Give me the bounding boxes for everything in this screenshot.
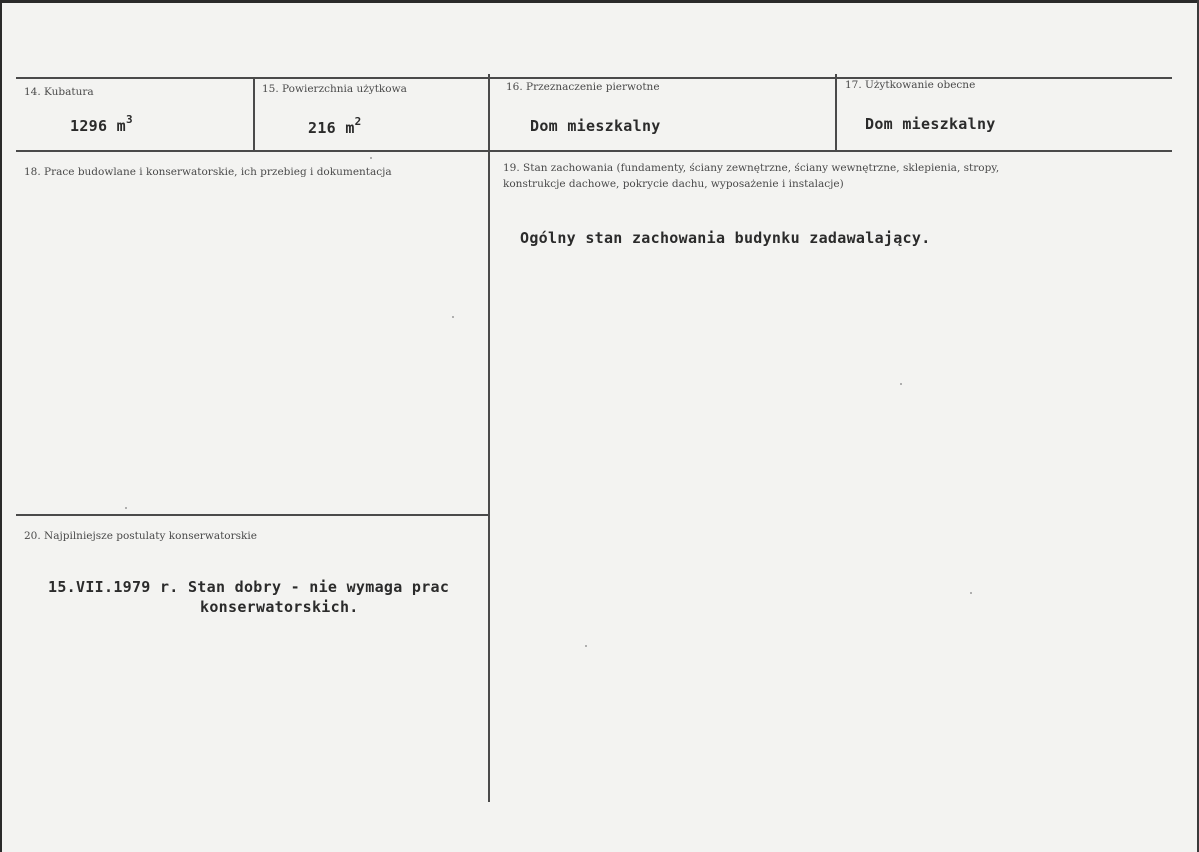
card-top-edge [0, 0, 1199, 3]
field-16-value: Dom mieszkalny [530, 117, 661, 135]
divider-15-16 [488, 74, 490, 802]
divider-16-17 [835, 74, 837, 151]
field-19-label-line2: konstrukcje dachowe, pokrycie dachu, wyposażenie i instalacje) [503, 178, 844, 190]
field-19-label-line1: 19. Stan zachowania (fundamenty, ściany zewnętrzne, ściany wewnętrzne, sklepienia, stropy, [503, 162, 1000, 174]
field-15-label: 15. Powierzchnia użytkowa [262, 83, 407, 95]
field-14-value [70, 115, 133, 135]
paper-speck [970, 592, 972, 594]
row1-bottom-rule [16, 150, 1172, 152]
field-14-unit-exponent: 3 [126, 113, 133, 126]
field-14-value-text: 1296 m [70, 117, 126, 135]
top-rule [16, 77, 1172, 79]
field-20-value-line2: konserwatorskich. [200, 598, 359, 616]
field-15-value [308, 117, 362, 137]
field-17-value: Dom mieszkalny [865, 115, 996, 133]
field-14-label: 14. Kubatura [24, 86, 94, 98]
field-18-label: 18. Prace budowlane i konserwatorskie, ich przebieg i dokumentacja [24, 166, 392, 178]
field-16-label: 16. Przeznaczenie pierwotne [506, 81, 660, 93]
field-17-label: 17. Użytkowanie obecne [845, 79, 976, 91]
paper-speck [452, 316, 454, 318]
row2-divider-rule [16, 514, 488, 516]
card-left-edge [0, 0, 2, 852]
divider-14-15 [253, 78, 255, 151]
paper-speck [900, 383, 902, 385]
field-15-unit-exponent: 2 [354, 115, 362, 128]
field-20-value-line1: 15.VII.1979 r. Stan dobry - nie wymaga prac [48, 578, 450, 596]
paper-speck [370, 157, 372, 159]
paper-speck [585, 645, 587, 647]
field-20-label: 20. Najpilniejsze postulaty konserwatorskie [24, 530, 257, 542]
field-15-value-text: 216 m [308, 119, 355, 137]
paper-speck [125, 507, 127, 509]
field-19-value: Ogólny stan zachowania budynku zadawalający. [520, 229, 931, 247]
